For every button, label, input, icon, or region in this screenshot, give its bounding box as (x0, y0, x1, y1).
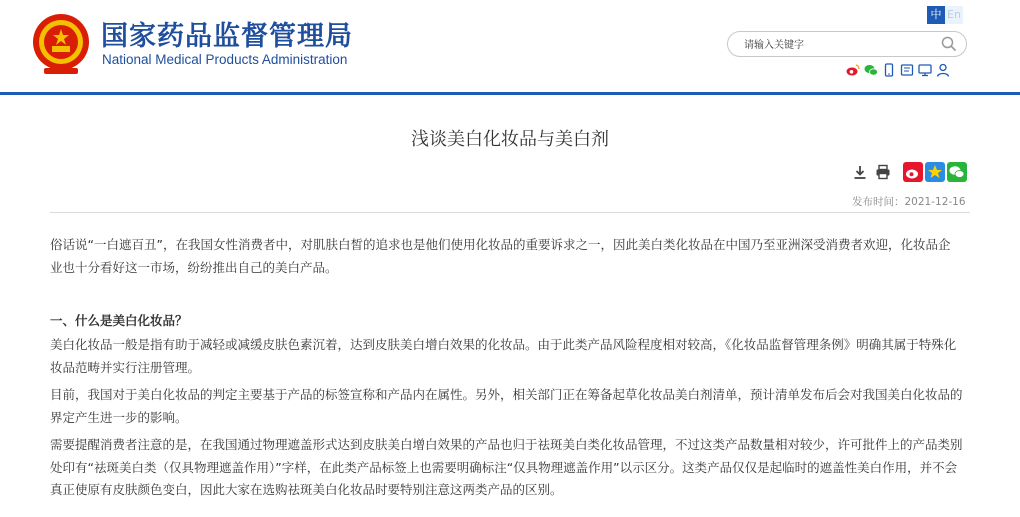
date-divider (50, 212, 970, 213)
intro-paragraph (50, 234, 970, 279)
search-box (727, 31, 967, 57)
search-icon[interactable] (941, 36, 957, 52)
language-switch (927, 6, 963, 24)
p2-line-2: 界定产生进一步的影响。 (50, 409, 188, 425)
wechat-icon[interactable] (864, 63, 878, 77)
share-icons (903, 162, 967, 182)
p1-line-2: 妆品范畴并实行注册管理。 (50, 359, 201, 375)
paragraph-3 (50, 434, 970, 502)
lang-cn-button[interactable]: 中 (927, 6, 945, 24)
message-icon[interactable] (900, 63, 914, 77)
site-header (0, 0, 1020, 92)
site-title-en[interactable]: National Medical Products Administration (102, 52, 348, 67)
p2-line-1: 目前，我国对于美白化妆品的判定主要基于产品的标签宣称和产品内在属性。另外，相关部门正在筹备起草化妆品美白剂清单，预计清单发布后会对我国美白化妆品的 (50, 387, 963, 402)
print-icon[interactable] (875, 164, 891, 180)
article-tools (852, 164, 891, 182)
weibo-share-icon[interactable] (903, 162, 923, 182)
paragraph-2 (50, 384, 970, 429)
article-title: 浅谈美白化妆品与美白剂 (411, 129, 609, 150)
social-links (846, 63, 950, 77)
p3-line-3: 真正使原有皮肤颜色变白，因此大家在选购祛斑美白化妆品时要特别注意这两类产品的区别。 (50, 482, 563, 497)
p3-line-1: 需要提醒消费者注意的是，在我国通过物理遮盖形式达到皮肤美白增白效果的产品也归于祛斑美白类化妆品管理，不过这类产品数量相对较少，许可批件上的产品类别 (50, 437, 963, 452)
tv-icon[interactable] (918, 63, 932, 77)
lang-en-button[interactable]: En (945, 6, 963, 24)
favorite-share-icon[interactable] (925, 162, 945, 182)
wechat-share-icon[interactable] (947, 162, 967, 182)
national-emblem-icon (30, 10, 92, 78)
header-divider (0, 92, 1020, 95)
intro-line-2: 业也十分看好这一市场，纷纷推出自己的美白产品。 (50, 259, 338, 275)
paragraph-1 (50, 334, 970, 379)
p3-line-2: 处印有“祛斑美白类（仅具物理遮盖作用）”字样，在此类产品标签上也需要明确标注“仅具物理遮盖作用”以示区分。这类产品仅仅是起临时的遮盖性美白作用，并不会 (50, 459, 958, 475)
user-icon[interactable] (936, 63, 950, 77)
publish-date: 发布时间：2021-12-16 (852, 196, 966, 208)
p1-line-1: 美白化妆品一般是指有助于减轻或减缓皮肤色素沉着，达到皮肤美白增白效果的化妆品。由于此类产品风险程度相对较高，《化妆品监督管理条例》明确其属于特殊化 (50, 337, 957, 352)
site-title-cn[interactable]: 国家药品监督管理局 (101, 21, 353, 52)
weibo-icon[interactable] (846, 63, 860, 77)
search-input[interactable] (742, 35, 936, 55)
intro-line-1: 俗话说“一白遮百丑”，在我国女性消费者中，对肌肤白皙的追求也是他们使用化妆品的重要诉求之一，因此美白类化妆品在中国乃至亚洲深受消费者欢迎，化妆品企 (50, 237, 951, 252)
section-heading: 一、什么是美白化妆品？ (50, 313, 188, 328)
download-icon[interactable] (852, 164, 868, 180)
mobile-icon[interactable] (882, 63, 896, 77)
